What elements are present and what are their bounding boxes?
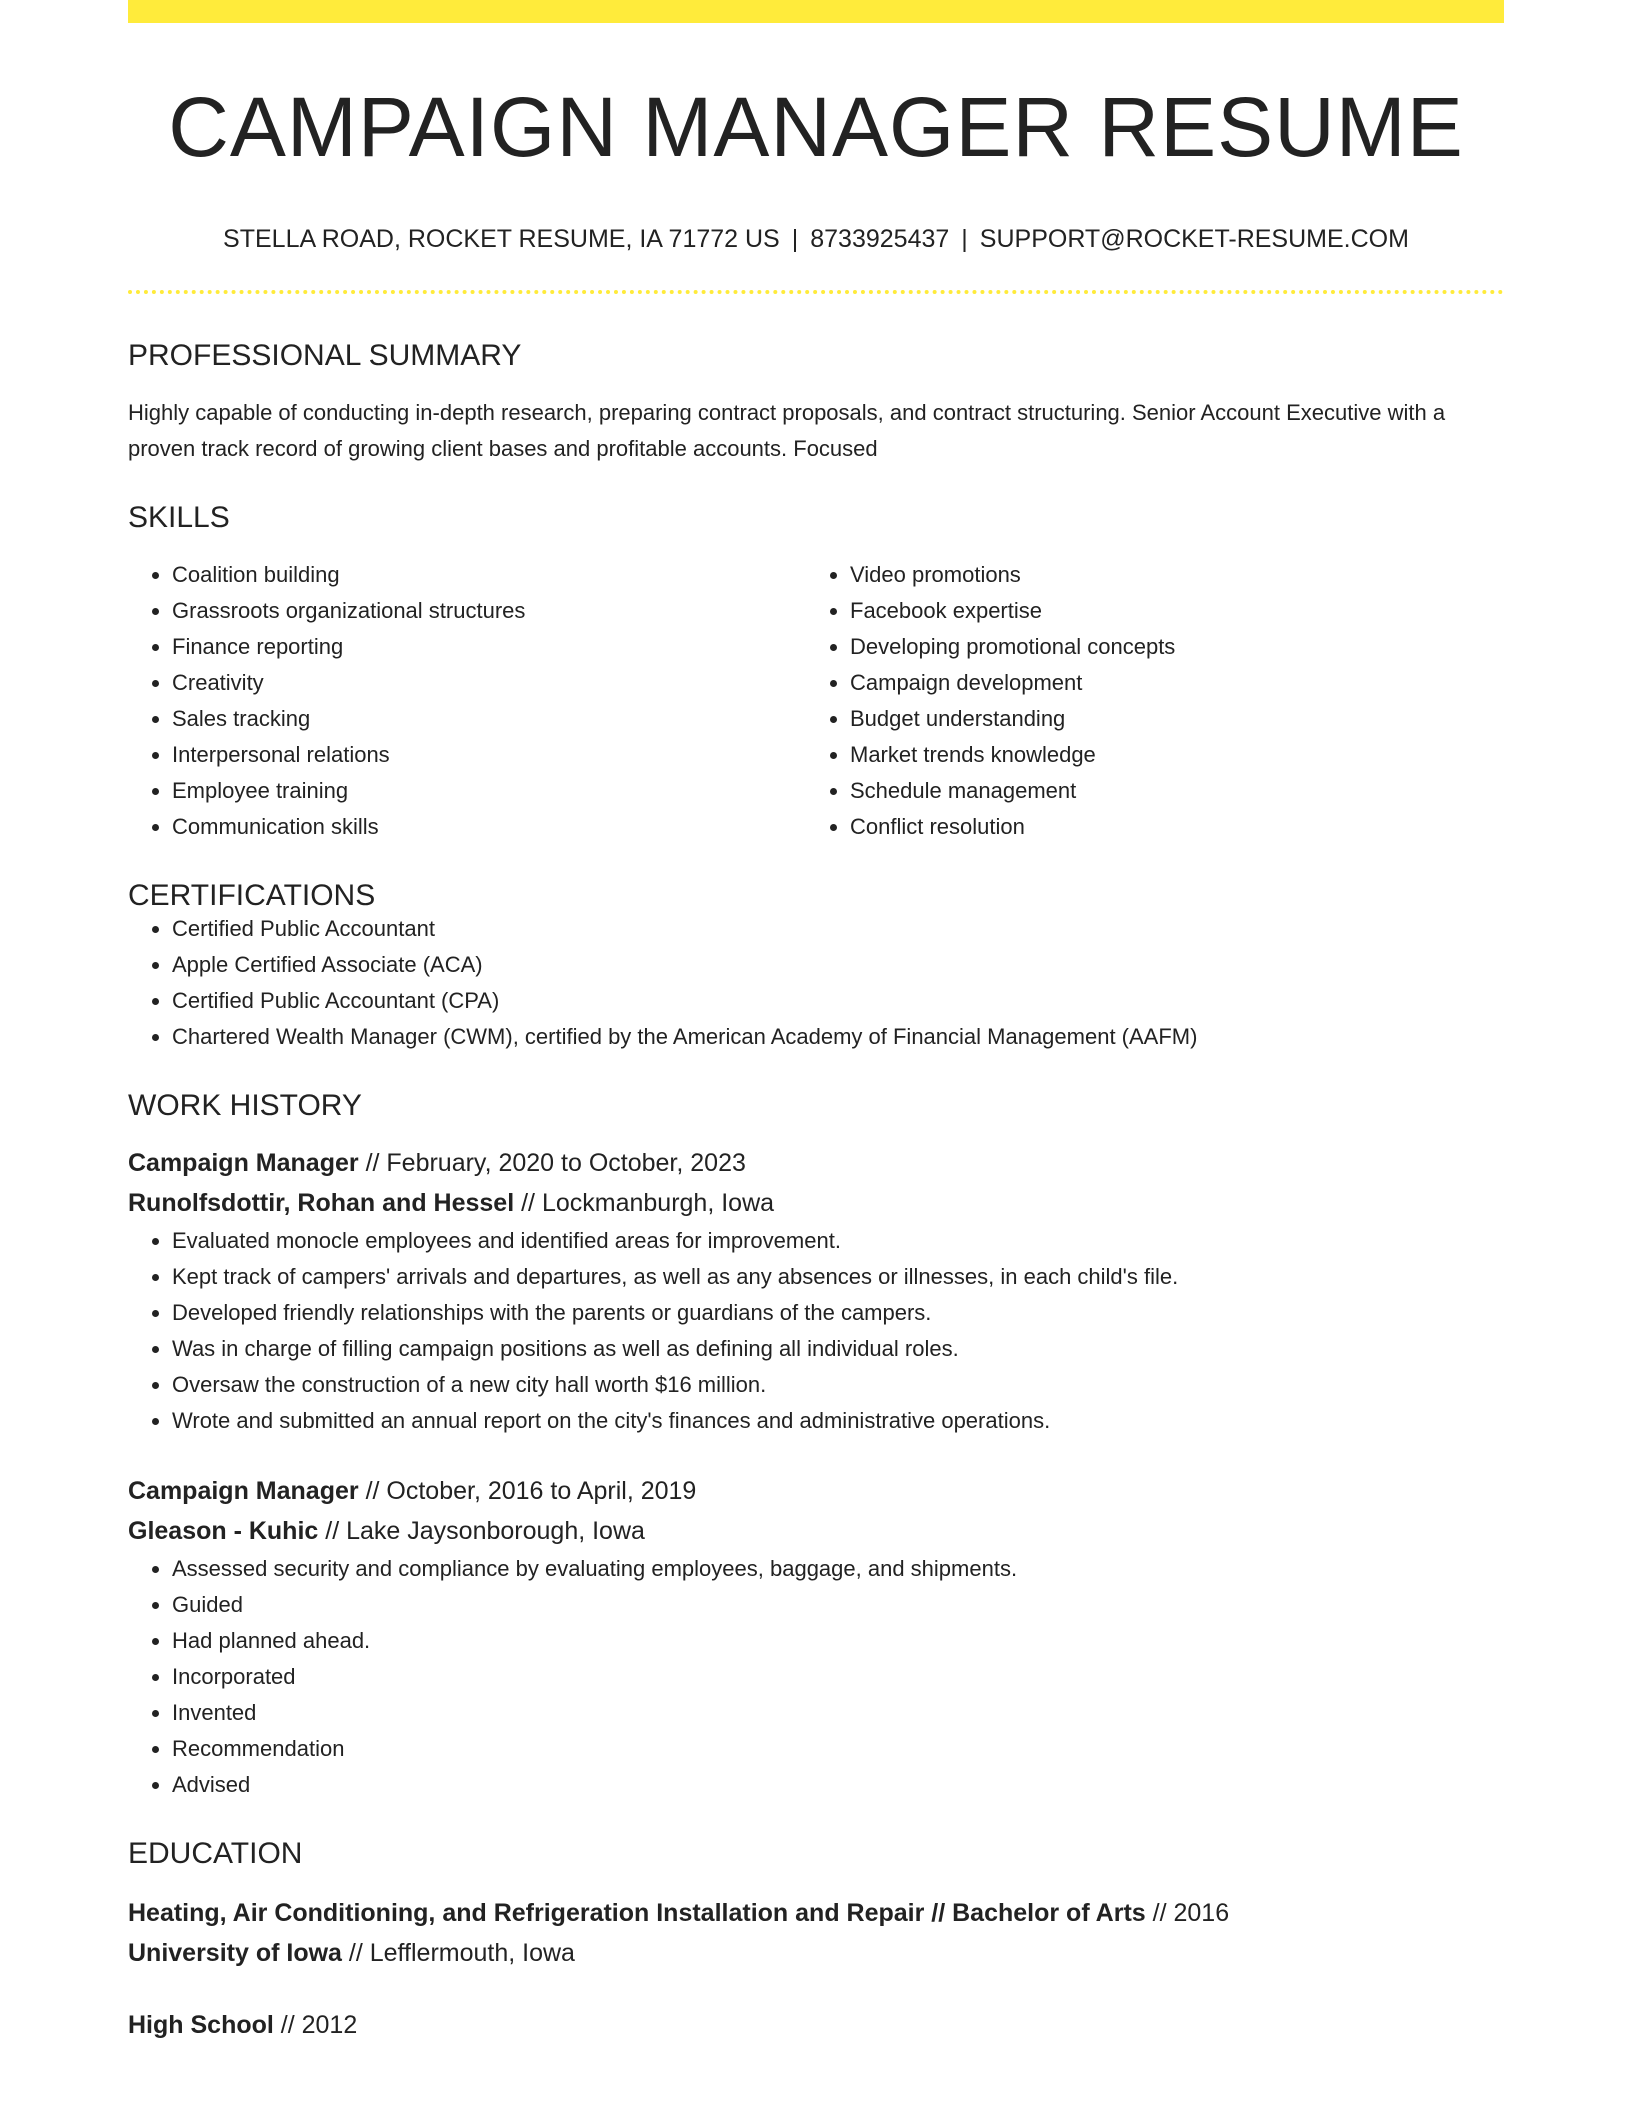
list-item: • Market trends knowledge (850, 737, 1484, 773)
education-entry (128, 2005, 1504, 2045)
certifications-list (128, 911, 1504, 1055)
list-item: • Employee training (172, 773, 806, 809)
certifications-heading: CERTIFICATIONS (128, 879, 376, 912)
job-company-line (128, 1511, 1504, 1551)
list-item: • Schedule management (850, 773, 1484, 809)
list-item: • Kept track of campers' arrivals and departures, as well as any absences or illnesses, in each child's file. (172, 1259, 1504, 1295)
contact-separator: | (791, 225, 799, 253)
job-company-line (128, 1183, 1504, 1223)
job-role-line (128, 1471, 1504, 1511)
job-company: Runolfsdottir, Rohan and Hessel (128, 1189, 515, 1217)
list-item: • Certified Public Accountant (CPA) (172, 983, 1504, 1019)
job-role: Campaign Manager (128, 1149, 359, 1177)
job-dates: // October, 2016 to April, 2019 (365, 1477, 697, 1505)
job-dates: // February, 2020 to October, 2023 (365, 1149, 746, 1177)
skills-column-right (806, 557, 1484, 845)
list-item: • Assessed security and compliance by evaluating employees, baggage, and shipments. (172, 1551, 1504, 1587)
contact-separator: | (961, 225, 968, 253)
work-history-heading: WORK HISTORY (128, 1089, 362, 1122)
list-item: • Guided (172, 1587, 1504, 1623)
list-item: • Interpersonal relations (172, 737, 806, 773)
education-school: University of Iowa (128, 1939, 342, 1967)
list-item: • Budget understanding (850, 701, 1484, 737)
contact-email: SUPPORT@ROCKET-RESUME.COM (979, 225, 1409, 253)
list-item: • Campaign development (850, 665, 1484, 701)
list-item: • Certified Public Accountant (172, 911, 1504, 947)
education-degree: High School (128, 2011, 274, 2039)
accent-top-bar (128, 0, 1504, 23)
list-item: • Coalition building (172, 557, 806, 593)
list-item: • Recommendation (172, 1731, 1504, 1767)
list-item: • Wrote and submitted an annual report on the city's finances and administrative operations. (172, 1403, 1504, 1439)
list-item: • Developed friendly relationships with the parents or guardians of the campers. (172, 1295, 1504, 1331)
job-bullet-list (128, 1551, 1504, 1803)
education-location: // Lefflermouth, Iowa (348, 1939, 575, 1967)
list-item: • Facebook expertise (850, 593, 1484, 629)
list-item: • Had planned ahead. (172, 1623, 1504, 1659)
list-item: • Conflict resolution (850, 809, 1484, 845)
list-item: • Video promotions (850, 557, 1484, 593)
education-school-line (128, 1933, 1504, 1973)
job-location: // Lake Jaysonborough, Iowa (325, 1517, 645, 1545)
summary-heading: PROFESSIONAL SUMMARY (128, 339, 522, 372)
job-entry (128, 1471, 1504, 1803)
list-item: • Creativity (172, 665, 806, 701)
skills-list-left (128, 557, 806, 845)
education-degree-line (128, 2005, 1504, 2045)
contact-phone: 8733925437 (810, 225, 950, 253)
contact-line (128, 227, 1504, 252)
list-item: • Grassroots organizational structures (172, 593, 806, 629)
job-role: Campaign Manager (128, 1477, 359, 1505)
list-item: • Invented (172, 1695, 1504, 1731)
dotted-divider (128, 290, 1504, 294)
list-item: • Incorporated (172, 1659, 1504, 1695)
job-bullet-list (128, 1223, 1504, 1439)
education-degree-line (128, 1893, 1504, 1933)
job-company: Gleason - Kuhic (128, 1517, 319, 1545)
list-item: • Evaluated monocle employees and identified areas for improvement. (172, 1223, 1504, 1259)
summary-text: Highly capable of conducting in-depth research, preparing contract proposals, and contract structuring. Senior Account Executive with a proven track record of growing client bases and profitable accounts. Focused (128, 400, 1446, 461)
list-item: • Was in charge of filling campaign positions as well as defining all individual roles. (172, 1331, 1504, 1367)
list-item: • Sales tracking (172, 701, 806, 737)
list-item: • Communication skills (172, 809, 806, 845)
skills-list-right (806, 557, 1484, 845)
education-year: // 2012 (280, 2011, 358, 2039)
list-item: • Chartered Wealth Manager (CWM), certified by the American Academy of Financial Management (AAFM) (172, 1019, 1504, 1055)
skills-column-left (128, 557, 806, 845)
list-item: • Finance reporting (172, 629, 806, 665)
job-entry (128, 1143, 1504, 1439)
list-item: • Oversaw the construction of a new city hall worth $16 million. (172, 1367, 1504, 1403)
education-heading: EDUCATION (128, 1837, 303, 1870)
contact-address: STELLA ROAD, ROCKET RESUME, IA 71772 US (223, 225, 780, 253)
education-entry (128, 1893, 1504, 1973)
education-year: // 2016 (1152, 1899, 1230, 1927)
education-degree: Heating, Air Conditioning, and Refrigeration Installation and Repair // Bachelor of Arts (128, 1899, 1146, 1927)
resume-title: CAMPAIGN MANAGER RESUME (168, 80, 1464, 174)
list-item: • Apple Certified Associate (ACA) (172, 947, 1504, 983)
skills-grid (128, 557, 1504, 845)
job-role-line (128, 1143, 1504, 1183)
skills-heading: SKILLS (128, 501, 230, 534)
resume-page (128, 0, 1504, 2045)
list-item: • Developing promotional concepts (850, 629, 1484, 665)
job-location: // Lockmanburgh, Iowa (521, 1189, 775, 1217)
list-item: • Advised (172, 1767, 1504, 1803)
